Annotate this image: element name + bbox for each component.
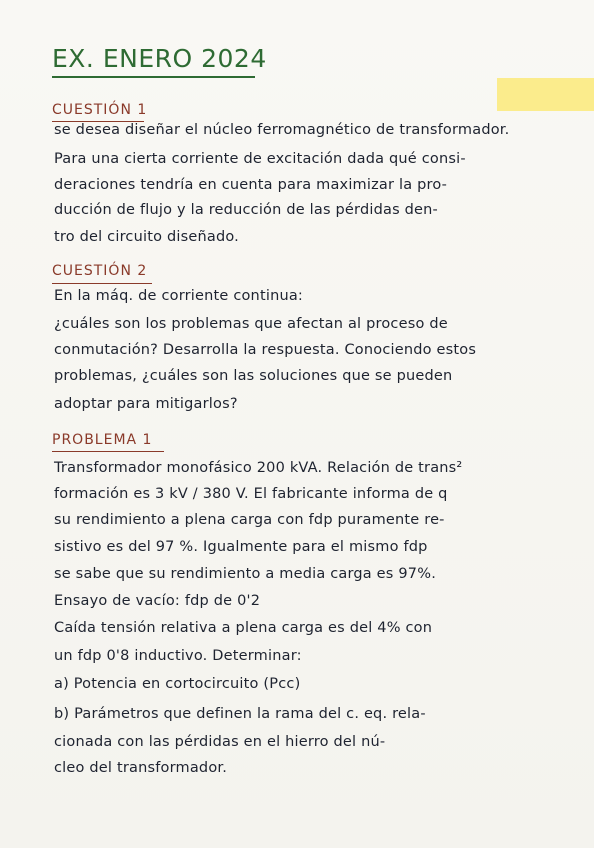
section-heading-cuestion-1: CUESTIÓN 1	[52, 102, 148, 118]
text-line: ducción de flujo y la reducción de las pérdidas den-	[54, 202, 438, 218]
text-line: tro del circuito diseñado.	[54, 229, 239, 245]
section-heading-problema-1: PROBLEMA 1	[52, 432, 153, 448]
section-underline	[52, 283, 152, 284]
text-line: adoptar para mitigarlos?	[54, 396, 238, 412]
text-line: Para una cierta corriente de excitación dada qué consi-	[54, 151, 466, 167]
text-line: deraciones tendría en cuenta para maximizar la pro-	[54, 177, 448, 193]
text-line: cionada con las pérdidas en el hierro del nú-	[54, 734, 386, 750]
page-title: EX. ENERO 2024	[52, 44, 267, 73]
text-line: Caída tensión relativa a plena carga es del 4% con	[54, 620, 433, 636]
text-line: Transformador monofásico 200 kVA. Relación de trans²	[54, 460, 463, 476]
text-line: Ensayo de vacío: fdp de 0'2	[54, 593, 261, 609]
text-line: cleo del transformador.	[54, 760, 228, 776]
text-line: un fdp 0'8 inductivo. Determinar:	[54, 648, 302, 664]
text-line: b) Parámetros que definen la rama del c. eq. rela-	[54, 706, 426, 722]
text-line: se sabe que su rendimiento a media carga es 97%.	[54, 566, 437, 582]
text-line: conmutación? Desarrolla la respuesta. Conociendo estos	[54, 342, 477, 358]
text-line: a) Potencia en cortocircuito (Pcc)	[54, 676, 301, 692]
text-line: formación es 3 kV / 380 V. El fabricante informa de q	[54, 486, 448, 502]
section-underline	[52, 451, 164, 452]
text-line: se desea diseñar el núcleo ferromagnético de transformador.	[54, 122, 510, 138]
section-heading-cuestion-2: CUESTIÓN 2	[52, 263, 148, 279]
title-underline	[52, 76, 255, 78]
text-line: ¿cuáles son los problemas que afectan al proceso de	[54, 316, 448, 332]
text-line: su rendimiento a plena carga con fdp puramente re-	[54, 512, 445, 528]
text-line: En la máq. de corriente continua:	[54, 288, 304, 304]
text-line: sistivo es del 97 %. Igualmente para el mismo fdp	[54, 539, 428, 555]
sticky-note	[497, 78, 594, 111]
text-line: problemas, ¿cuáles son las soluciones que se pueden	[54, 368, 453, 384]
